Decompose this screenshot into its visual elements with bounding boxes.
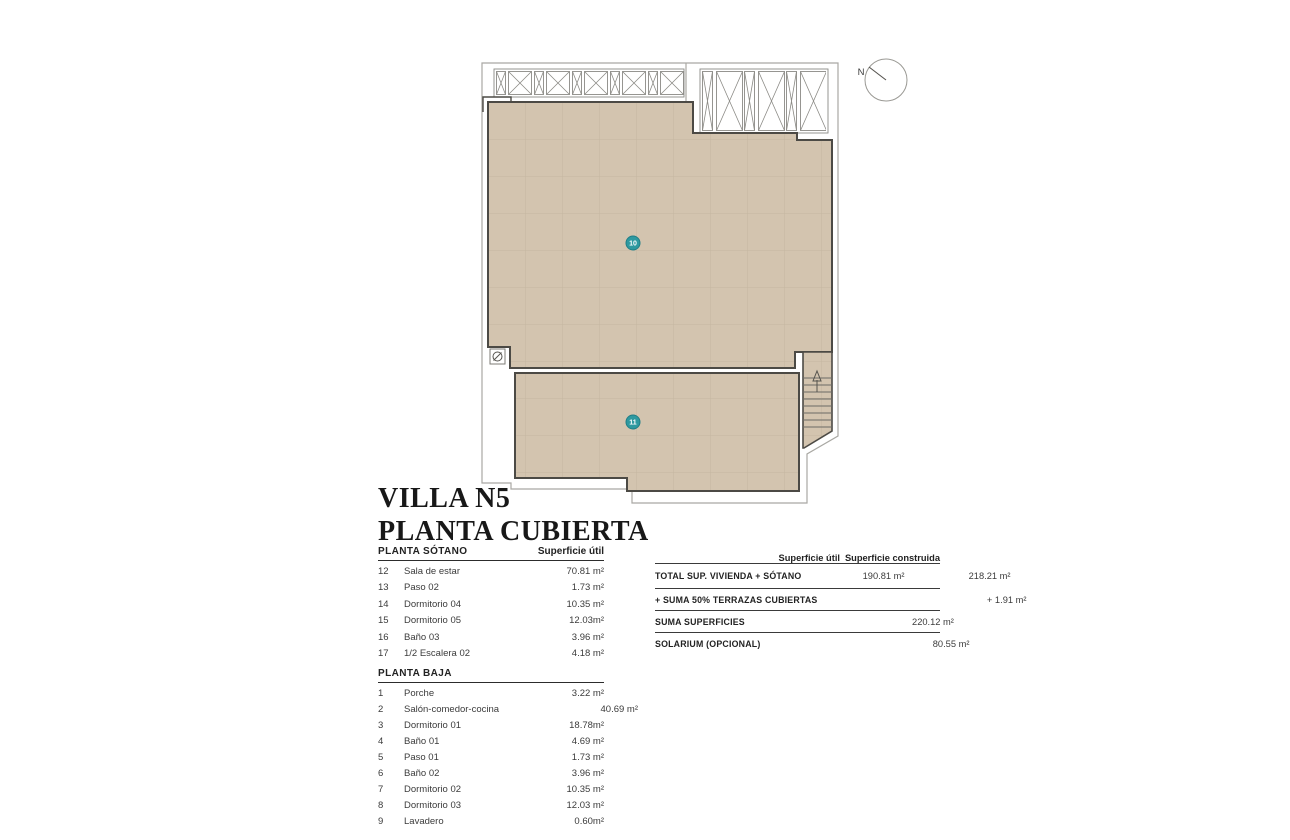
summary-util-value: 190.81 m² (862, 571, 905, 581)
room-number: 5 (378, 751, 384, 763)
room-row (378, 685, 604, 701)
summary-col1-header: Superficie útil (778, 553, 840, 563)
summary-row (655, 563, 1011, 588)
room-name: 1/2 Escalera 02 (404, 648, 471, 660)
summary-row (655, 632, 970, 654)
summary-label: TOTAL SUP. VIVIENDA + SÓTANO (655, 571, 802, 581)
room-surface-value: 10.35 m² (566, 598, 604, 610)
section-units-header: Superficie útil (537, 546, 604, 557)
title-line-1: VILLA N5 (378, 483, 511, 514)
room-surface-value: 40.69 m² (600, 703, 638, 715)
section-title: PLANTA BAJA (378, 668, 452, 679)
room-name: Dormitorio 05 (404, 615, 462, 627)
room-surface-value: 3.22 m² (571, 687, 604, 699)
room-number: 8 (378, 799, 384, 811)
room-name: Dormitorio 04 (404, 598, 462, 610)
room-surface-value: 70.81 m² (566, 565, 604, 577)
room-surface-value: 18.78m² (569, 719, 604, 731)
room-surface-value: 3.96 m² (571, 631, 604, 643)
room-number: 7 (378, 783, 384, 795)
room-surface-value: 10.35 m² (566, 783, 604, 795)
summary-construida-value: 218.21 m² (968, 571, 1011, 581)
floor-plan (460, 40, 940, 510)
room-row (378, 613, 604, 630)
page-title (378, 482, 649, 548)
room-number: 17 (378, 648, 389, 660)
room-row (378, 749, 604, 765)
room-row (378, 563, 604, 580)
room-row (378, 596, 604, 613)
room-name: Baño 01 (404, 735, 440, 747)
room-surface-value: 12.03m² (569, 615, 604, 627)
room-name: Paso 01 (404, 751, 439, 763)
room-number: 13 (378, 582, 389, 594)
room-row (378, 781, 604, 797)
room-number: 6 (378, 767, 384, 779)
pergola-band-left (494, 69, 684, 97)
section-title: PLANTA SÓTANO (378, 546, 468, 557)
room-number: 1 (378, 687, 384, 699)
terrace-10-area (488, 102, 832, 368)
room-marker-11 (626, 415, 640, 429)
room-number: 16 (378, 631, 389, 643)
room-surface-value: 3.96 m² (571, 767, 604, 779)
room-number: 2 (378, 703, 384, 715)
room-surface-value: 1.73 m² (571, 582, 604, 594)
room-name: Porche (404, 687, 435, 699)
room-surface-value: 4.69 m² (571, 735, 604, 747)
summary-construida-value: 80.55 m² (932, 638, 970, 649)
summary-construida-value: + 1.91 m² (986, 594, 1027, 605)
room-name: Paso 02 (404, 582, 439, 594)
surface-summary-table (655, 546, 1027, 654)
summary-label: SOLARIUM (OPCIONAL) (655, 638, 761, 649)
room-name: Baño 03 (404, 631, 440, 643)
floor-plan-svg (460, 40, 940, 510)
room-table (378, 546, 638, 829)
drain-icon (490, 349, 505, 364)
room-number: 3 (378, 719, 384, 731)
room-name: Sala de estar (404, 565, 460, 577)
room-number: 15 (378, 615, 389, 627)
room-row (378, 765, 604, 781)
terrace-11-area (515, 373, 799, 491)
room-marker-10 (626, 236, 640, 250)
table-section-header (378, 668, 604, 683)
room-row (378, 629, 604, 646)
summary-header-row (655, 546, 940, 563)
summary-row (655, 588, 1027, 610)
summary-construida-value: 220.12 m² (912, 616, 954, 627)
room-surface-value: 1.73 m² (571, 751, 604, 763)
room-number: 12 (378, 565, 389, 577)
room-row (378, 717, 604, 733)
summary-rows (655, 563, 1027, 654)
room-name: Dormitorio 02 (404, 783, 462, 795)
room-row (378, 733, 604, 749)
north-compass-icon (858, 59, 907, 101)
room-row (378, 701, 638, 717)
summary-label: SUMA SUPERFICIES (655, 616, 745, 627)
room-surface-value: 12.03 m² (566, 799, 604, 811)
room-surface-value: 0.60m² (574, 815, 604, 827)
summary-col2-header: Superficie construida (844, 553, 940, 563)
room-marker-11-label: 11 (629, 419, 637, 427)
title-line-2: PLANTA CUBIERTA (378, 516, 649, 547)
room-number: 9 (378, 815, 384, 827)
pergola-band-right (700, 69, 828, 133)
compass-north-label: N (857, 67, 865, 78)
room-row (378, 813, 604, 829)
room-row (378, 646, 604, 663)
room-name: Baño 02 (404, 767, 440, 779)
room-surface-value: 4.18 m² (571, 648, 604, 660)
staircase (803, 352, 832, 448)
room-name: Salón-comedor-cocina (404, 703, 500, 715)
room-number: 14 (378, 598, 389, 610)
room-row (378, 580, 604, 597)
summary-label: + SUMA 50% TERRAZAS CUBIERTAS (655, 594, 818, 605)
room-name: Dormitorio 03 (404, 799, 462, 811)
table-section-header (378, 546, 604, 561)
room-row (378, 797, 604, 813)
summary-row (655, 610, 954, 632)
room-name: Dormitorio 01 (404, 719, 462, 731)
room-marker-10-label: 10 (629, 240, 637, 248)
room-number: 4 (378, 735, 384, 747)
room-name: Lavadero (404, 815, 444, 827)
